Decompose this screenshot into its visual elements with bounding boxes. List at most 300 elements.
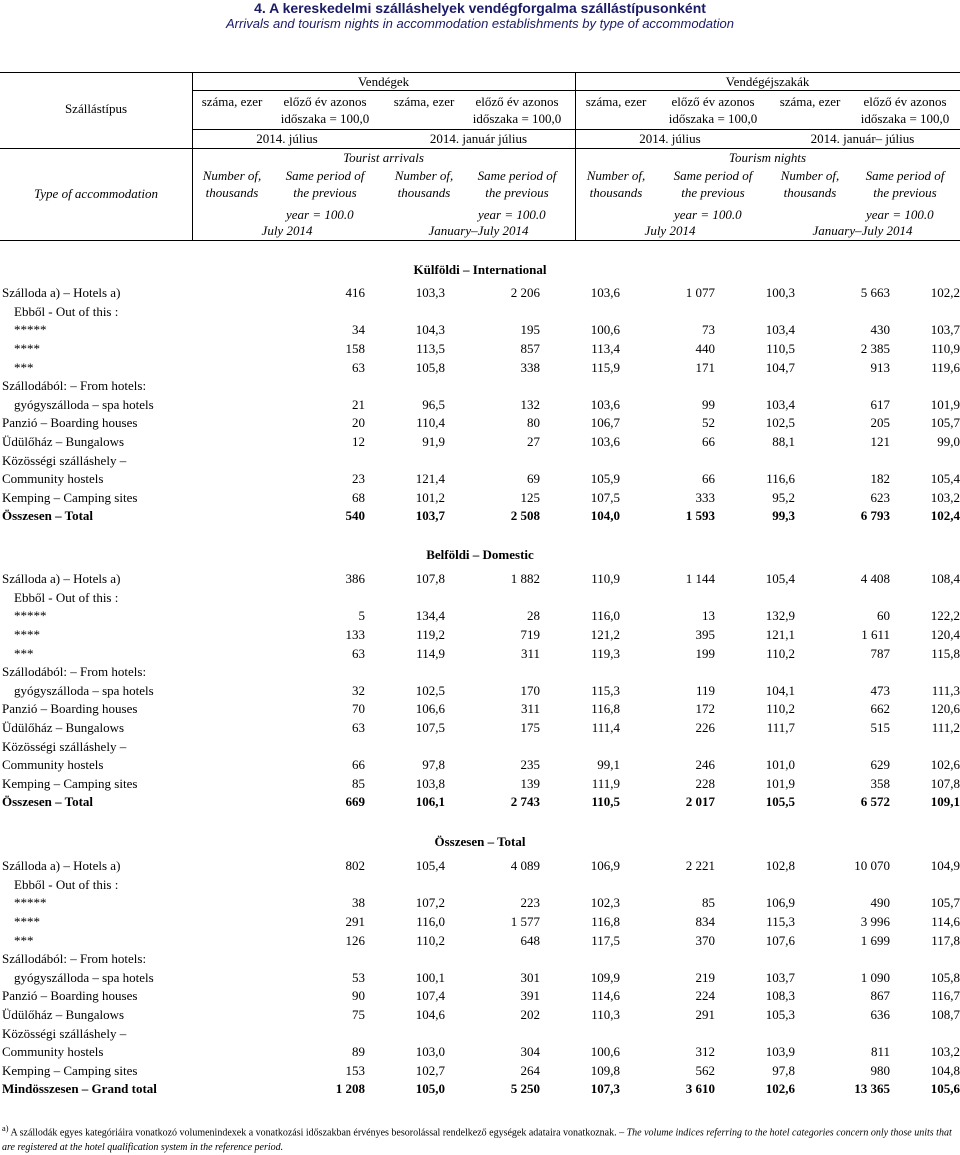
spacer-cell bbox=[225, 857, 270, 876]
section-title-total: Összesen – Total bbox=[434, 834, 526, 849]
value-cell: 1 611 bbox=[861, 627, 890, 643]
value-cell: 63 bbox=[352, 359, 365, 375]
col-number-en-4b: thousands bbox=[783, 185, 837, 200]
value-cell bbox=[715, 303, 795, 322]
col-number-hu-2: száma, ezer bbox=[393, 94, 455, 109]
row-label: *** bbox=[14, 645, 34, 661]
value-cell: 97,8 bbox=[422, 757, 445, 773]
value-cell: 110,3 bbox=[591, 1007, 620, 1023]
value-cell: 70 bbox=[352, 701, 365, 717]
value-cell: 1 144 bbox=[685, 571, 715, 587]
value-cell bbox=[890, 451, 960, 470]
value-cell: 105,7 bbox=[930, 895, 960, 911]
value-cell: 669 bbox=[345, 794, 365, 810]
value-cell: 120,4 bbox=[930, 627, 960, 643]
value-cell: 1 593 bbox=[685, 508, 715, 524]
value-cell: 110,4 bbox=[416, 415, 445, 431]
row-label: Kemping – Camping sites bbox=[2, 489, 138, 505]
value-cell bbox=[270, 303, 365, 322]
value-cell: 116,0 bbox=[591, 608, 620, 624]
value-cell: 195 bbox=[520, 322, 540, 338]
value-cell: 3 610 bbox=[685, 1081, 715, 1097]
col-number-hu-4: száma, ezer bbox=[779, 94, 841, 109]
row-label: Ebből - Out of this : bbox=[14, 589, 119, 605]
value-cell: 38 bbox=[352, 895, 365, 911]
value-cell bbox=[890, 876, 960, 895]
spacer-cell bbox=[225, 987, 270, 1006]
table-row bbox=[0, 1024, 960, 1043]
value-cell bbox=[620, 303, 715, 322]
period-janjul-hu-2: 2014. január– július bbox=[810, 131, 915, 146]
col-number-en-2a: Number of, bbox=[394, 168, 454, 183]
value-cell: 105,8 bbox=[415, 359, 445, 375]
value-cell bbox=[715, 589, 795, 608]
col-same-en-3b: the previous bbox=[681, 185, 745, 200]
row-label: Panzió – Boarding houses bbox=[2, 701, 138, 717]
spacer-cell bbox=[225, 303, 270, 322]
value-cell bbox=[445, 876, 540, 895]
value-cell: 133 bbox=[345, 627, 365, 643]
value-cell: 27 bbox=[527, 434, 540, 450]
spacer-cell bbox=[225, 1006, 270, 1025]
value-cell bbox=[715, 876, 795, 895]
value-cell: 153 bbox=[345, 1062, 365, 1078]
value-cell: 97,8 bbox=[772, 1062, 795, 1078]
value-cell: 223 bbox=[520, 895, 540, 911]
value-cell: 104,8 bbox=[930, 1062, 960, 1078]
spacer-cell bbox=[225, 913, 270, 932]
spacer-cell bbox=[225, 507, 270, 526]
value-cell: 103,9 bbox=[765, 1044, 795, 1060]
value-cell: 867 bbox=[870, 988, 890, 1004]
value-cell: 311 bbox=[520, 701, 540, 717]
row-label: Ebből - Out of this : bbox=[14, 303, 119, 319]
col-same-hu-3b: időszaka = 100,0 bbox=[668, 111, 758, 126]
value-cell: 110,5 bbox=[766, 341, 795, 357]
value-cell bbox=[540, 589, 620, 608]
col-same-hu-2b: időszaka = 100,0 bbox=[472, 111, 562, 126]
spacer-cell bbox=[225, 1062, 270, 1081]
value-cell: 301 bbox=[520, 969, 540, 985]
table-row bbox=[0, 719, 960, 738]
spacer-cell bbox=[225, 626, 270, 645]
value-cell: 719 bbox=[520, 627, 540, 643]
col-same-en-1a: Same period of bbox=[285, 168, 365, 183]
value-cell bbox=[715, 1024, 795, 1043]
table-row bbox=[0, 358, 960, 377]
value-cell: 117,5 bbox=[591, 932, 620, 948]
value-cell: 648 bbox=[520, 932, 540, 948]
row-label: ***** bbox=[14, 608, 47, 624]
value-cell bbox=[620, 451, 715, 470]
value-cell bbox=[540, 950, 620, 969]
table-row bbox=[0, 589, 960, 608]
value-cell bbox=[540, 451, 620, 470]
value-cell: 391 bbox=[520, 988, 540, 1004]
data-table-total bbox=[0, 857, 960, 1099]
value-cell: 515 bbox=[870, 720, 890, 736]
data-table-international bbox=[0, 284, 960, 526]
spacer-cell bbox=[225, 663, 270, 682]
value-cell: 20 bbox=[352, 415, 365, 431]
value-cell bbox=[365, 451, 445, 470]
value-cell: 105,6 bbox=[930, 1081, 960, 1097]
value-cell: 99,0 bbox=[937, 434, 960, 450]
table-row bbox=[0, 950, 960, 969]
col-same-en-4a: Same period of bbox=[865, 168, 945, 183]
value-cell: 99,3 bbox=[772, 508, 795, 524]
value-cell: 104,3 bbox=[415, 322, 445, 338]
table-row bbox=[0, 414, 960, 433]
table-row bbox=[0, 969, 960, 988]
value-cell: 104,0 bbox=[590, 508, 620, 524]
value-cell: 108,4 bbox=[930, 571, 960, 587]
value-cell bbox=[445, 589, 540, 608]
spacer-cell bbox=[225, 284, 270, 303]
value-cell: 338 bbox=[520, 359, 540, 375]
footnote-hu: A szállodák egyes kategóriáira vonatkozó volumenindexek a vonatkozási időszakban érvényes besorolással rendelkező egységek adataira vonatkoznak. – bbox=[10, 1127, 625, 1139]
value-cell bbox=[890, 589, 960, 608]
col-number-hu-1: száma, ezer bbox=[201, 94, 263, 109]
value-cell: 103,4 bbox=[765, 396, 795, 412]
value-cell bbox=[365, 303, 445, 322]
value-cell: 23 bbox=[352, 471, 365, 487]
value-cell: 2 743 bbox=[510, 794, 540, 810]
value-cell: 109,1 bbox=[930, 794, 960, 810]
value-cell: 101,0 bbox=[765, 757, 795, 773]
value-cell: 110,9 bbox=[591, 571, 620, 587]
value-cell bbox=[270, 737, 365, 756]
value-cell: 787 bbox=[870, 645, 890, 661]
value-cell bbox=[890, 663, 960, 682]
value-cell: 5 250 bbox=[510, 1081, 540, 1097]
value-cell: 90 bbox=[352, 988, 365, 1004]
value-cell: 119,2 bbox=[416, 627, 445, 643]
row-label: Közösségi szálláshely – bbox=[2, 1025, 127, 1041]
value-cell: 103,7 bbox=[415, 508, 445, 524]
period-july-en-1: July 2014 bbox=[261, 223, 313, 238]
value-cell: 95,2 bbox=[772, 489, 795, 505]
col-type-hu: Szállástípus bbox=[64, 101, 128, 116]
value-cell: 636 bbox=[870, 1007, 890, 1023]
value-cell: 105,9 bbox=[590, 471, 620, 487]
spacer-cell bbox=[225, 396, 270, 415]
value-cell: 6 572 bbox=[860, 794, 890, 810]
footnote bbox=[2, 1121, 958, 1155]
spacer-cell bbox=[225, 793, 270, 812]
value-cell: 106,1 bbox=[415, 794, 445, 810]
spacer-cell bbox=[225, 644, 270, 663]
value-cell: 2 206 bbox=[510, 285, 540, 301]
value-cell: 113,4 bbox=[591, 341, 620, 357]
col-number-en-1b: thousands bbox=[205, 185, 259, 200]
value-cell: 91,9 bbox=[422, 434, 445, 450]
value-cell: 85 bbox=[702, 895, 715, 911]
row-label: Community hostels bbox=[2, 1044, 104, 1060]
value-cell bbox=[795, 950, 890, 969]
value-cell: 114,9 bbox=[416, 645, 445, 661]
col-same-en-4b: the previous bbox=[873, 185, 937, 200]
value-cell: 980 bbox=[870, 1062, 890, 1078]
value-cell: 115,3 bbox=[766, 914, 795, 930]
section-title-domestic: Belföldi – Domestic bbox=[426, 547, 534, 562]
row-label: ***** bbox=[14, 895, 47, 911]
value-cell: 395 bbox=[695, 627, 715, 643]
spacer-cell bbox=[225, 433, 270, 452]
value-cell: 134,4 bbox=[415, 608, 445, 624]
value-cell: 116,0 bbox=[416, 914, 445, 930]
table-row bbox=[0, 1080, 960, 1099]
row-label: Panzió – Boarding houses bbox=[2, 988, 138, 1004]
value-cell bbox=[620, 950, 715, 969]
table-row bbox=[0, 775, 960, 794]
table-row bbox=[0, 321, 960, 340]
value-cell: 63 bbox=[352, 720, 365, 736]
value-cell: 119,3 bbox=[591, 645, 620, 661]
period-july-hu-2: 2014. július bbox=[639, 131, 701, 146]
col-same-en-3c: year = 100.0 bbox=[674, 207, 742, 222]
row-label: Szálloda a) – Hotels a) bbox=[2, 285, 121, 301]
value-cell bbox=[890, 1024, 960, 1043]
footnote-en: The volume indices referring to the hotel categories concern only those units that are registered at the hotel qualification system in the reference period. bbox=[2, 1127, 952, 1154]
value-cell: 430 bbox=[870, 322, 890, 338]
spacer-cell bbox=[225, 700, 270, 719]
spacer-cell bbox=[225, 607, 270, 626]
col-same-hu-1a: előző év azonos bbox=[283, 94, 367, 109]
value-cell bbox=[540, 663, 620, 682]
value-cell: 117,8 bbox=[931, 932, 960, 948]
value-cell: 358 bbox=[870, 775, 890, 791]
value-cell: 107,4 bbox=[415, 988, 445, 1004]
value-cell: 104,1 bbox=[765, 682, 795, 698]
value-cell: 103,0 bbox=[415, 1044, 445, 1060]
col-same-en-2b: the previous bbox=[485, 185, 549, 200]
spacer-cell bbox=[225, 451, 270, 470]
value-cell: 105,4 bbox=[415, 858, 445, 874]
value-cell: 629 bbox=[870, 757, 890, 773]
table-row bbox=[0, 284, 960, 303]
row-label: Üdülőház – Bungalows bbox=[2, 720, 125, 736]
value-cell: 4 089 bbox=[510, 858, 540, 874]
value-cell bbox=[890, 950, 960, 969]
value-cell: 108,3 bbox=[765, 988, 795, 1004]
value-cell bbox=[445, 1024, 540, 1043]
value-cell: 85 bbox=[352, 775, 365, 791]
row-label: Összesen – Total bbox=[2, 508, 94, 524]
spacer-cell bbox=[225, 340, 270, 359]
col-number-en-3b: thousands bbox=[589, 185, 643, 200]
value-cell bbox=[270, 876, 365, 895]
value-cell: 107,8 bbox=[930, 775, 960, 791]
spacer-cell bbox=[225, 570, 270, 589]
value-cell bbox=[365, 589, 445, 608]
table-row bbox=[0, 507, 960, 526]
spacer-cell bbox=[225, 682, 270, 701]
value-cell: 291 bbox=[345, 914, 365, 930]
value-cell: 105,8 bbox=[930, 969, 960, 985]
value-cell: 105,4 bbox=[930, 471, 960, 487]
value-cell: 34 bbox=[352, 322, 365, 338]
spacer-cell bbox=[225, 1024, 270, 1043]
spacer-cell bbox=[225, 876, 270, 895]
value-cell: 121 bbox=[870, 434, 890, 450]
value-cell: 1 699 bbox=[860, 932, 890, 948]
value-cell: 102,3 bbox=[590, 895, 620, 911]
value-cell: 103,4 bbox=[765, 322, 795, 338]
col-same-en-3a: Same period of bbox=[673, 168, 753, 183]
value-cell: 13 bbox=[702, 608, 715, 624]
value-cell: 60 bbox=[877, 608, 890, 624]
value-cell: 802 bbox=[345, 858, 365, 874]
value-cell bbox=[620, 377, 715, 396]
value-cell bbox=[890, 303, 960, 322]
value-cell bbox=[365, 1024, 445, 1043]
value-cell: 101,9 bbox=[765, 775, 795, 791]
value-cell bbox=[270, 589, 365, 608]
value-cell: 12 bbox=[352, 434, 365, 450]
spacer-cell bbox=[225, 969, 270, 988]
row-label: Üdülőház – Bungalows bbox=[2, 1007, 125, 1023]
value-cell: 103,2 bbox=[930, 489, 960, 505]
spacer-cell bbox=[225, 950, 270, 969]
value-cell: 119,6 bbox=[931, 359, 960, 375]
value-cell bbox=[540, 876, 620, 895]
value-cell: 416 bbox=[345, 285, 365, 301]
value-cell: 52 bbox=[702, 415, 715, 431]
value-cell: 103,6 bbox=[590, 434, 620, 450]
row-label: Kemping – Camping sites bbox=[2, 1062, 138, 1078]
guests-header: Vendégek bbox=[357, 74, 410, 89]
period-janjul-en-2: January–July 2014 bbox=[812, 223, 913, 238]
table-row bbox=[0, 737, 960, 756]
value-cell: 111,9 bbox=[591, 775, 620, 791]
row-label: Összesen – Total bbox=[2, 794, 94, 810]
row-label: **** bbox=[14, 341, 40, 357]
value-cell: 32 bbox=[352, 682, 365, 698]
table-row bbox=[0, 570, 960, 589]
value-cell: 102,4 bbox=[930, 508, 960, 524]
value-cell: 119 bbox=[695, 682, 715, 698]
value-cell bbox=[795, 1024, 890, 1043]
value-cell: 114,6 bbox=[931, 914, 960, 930]
value-cell: 88,1 bbox=[772, 434, 795, 450]
value-cell: 66 bbox=[352, 757, 365, 773]
value-cell: 115,9 bbox=[591, 359, 620, 375]
value-cell: 5 663 bbox=[860, 285, 890, 301]
value-cell: 199 bbox=[695, 645, 715, 661]
value-cell bbox=[620, 1024, 715, 1043]
nights-en-header: Tourism nights bbox=[728, 150, 807, 165]
value-cell: 121,1 bbox=[765, 627, 795, 643]
value-cell: 107,6 bbox=[765, 932, 795, 948]
value-cell: 103,8 bbox=[415, 775, 445, 791]
value-cell: 4 408 bbox=[860, 571, 890, 587]
value-cell: 107,5 bbox=[415, 720, 445, 736]
value-cell: 264 bbox=[520, 1062, 540, 1078]
value-cell: 120,6 bbox=[930, 701, 960, 717]
value-cell: 205 bbox=[870, 415, 890, 431]
value-cell: 440 bbox=[695, 341, 715, 357]
spacer-cell bbox=[225, 321, 270, 340]
value-cell: 10 070 bbox=[854, 858, 890, 874]
period-july-hu-1: 2014. július bbox=[256, 131, 318, 146]
value-cell: 110,5 bbox=[591, 794, 620, 810]
col-number-en-1a: Number of, bbox=[202, 168, 262, 183]
value-cell: 102,5 bbox=[765, 415, 795, 431]
row-label: *** bbox=[14, 359, 34, 375]
table-row bbox=[0, 470, 960, 489]
row-label: Szállodából: – From hotels: bbox=[2, 664, 147, 680]
table-row bbox=[0, 377, 960, 396]
value-cell bbox=[270, 451, 365, 470]
value-cell bbox=[620, 589, 715, 608]
value-cell: 102,7 bbox=[415, 1062, 445, 1078]
value-cell: 121,2 bbox=[590, 627, 620, 643]
col-same-en-2c: year = 100.0 bbox=[478, 207, 546, 222]
period-janjul-en-1: January–July 2014 bbox=[428, 223, 529, 238]
value-cell: 662 bbox=[870, 701, 890, 717]
value-cell: 175 bbox=[520, 720, 540, 736]
value-cell bbox=[540, 1024, 620, 1043]
value-cell bbox=[795, 737, 890, 756]
table-row bbox=[0, 700, 960, 719]
table-row bbox=[0, 433, 960, 452]
value-cell bbox=[445, 451, 540, 470]
value-cell: 158 bbox=[345, 341, 365, 357]
table-row bbox=[0, 626, 960, 645]
spacer-cell bbox=[225, 719, 270, 738]
value-cell: 312 bbox=[695, 1044, 715, 1060]
value-cell: 100,3 bbox=[765, 285, 795, 301]
value-cell: 834 bbox=[695, 914, 715, 930]
value-cell: 110,9 bbox=[931, 341, 960, 357]
value-cell bbox=[795, 451, 890, 470]
value-cell: 108,7 bbox=[930, 1007, 960, 1023]
table-row bbox=[0, 682, 960, 701]
value-cell bbox=[445, 950, 540, 969]
value-cell: 21 bbox=[352, 396, 365, 412]
value-cell: 73 bbox=[702, 322, 715, 338]
spacer-cell bbox=[225, 894, 270, 913]
value-cell: 103,6 bbox=[590, 396, 620, 412]
row-label: gyógyszálloda – spa hotels bbox=[14, 682, 154, 698]
value-cell: 105,0 bbox=[415, 1081, 445, 1097]
spacer-cell bbox=[225, 737, 270, 756]
value-cell: 102,2 bbox=[930, 285, 960, 301]
value-cell: 103,2 bbox=[930, 1044, 960, 1060]
table-row bbox=[0, 913, 960, 932]
value-cell: 132,9 bbox=[765, 608, 795, 624]
spacer-cell bbox=[225, 589, 270, 608]
value-cell: 202 bbox=[520, 1007, 540, 1023]
row-label: Közösségi szálláshely – bbox=[2, 452, 127, 468]
col-number-en-4a: Number of, bbox=[780, 168, 840, 183]
value-cell bbox=[445, 377, 540, 396]
col-same-hu-2a: előző év azonos bbox=[475, 94, 559, 109]
value-cell: 3 996 bbox=[860, 914, 890, 930]
value-cell: 104,7 bbox=[765, 359, 795, 375]
value-cell: 2 508 bbox=[510, 508, 540, 524]
spacer-cell bbox=[225, 358, 270, 377]
value-cell bbox=[540, 303, 620, 322]
table-title-en: Arrivals and tourism nights in accommodation establishments by type of accommodation bbox=[226, 16, 734, 31]
table-row bbox=[0, 396, 960, 415]
value-cell: 111,4 bbox=[591, 720, 620, 736]
value-cell bbox=[620, 876, 715, 895]
col-number-en-2b: thousands bbox=[397, 185, 451, 200]
value-cell bbox=[270, 950, 365, 969]
value-cell: 69 bbox=[527, 471, 540, 487]
